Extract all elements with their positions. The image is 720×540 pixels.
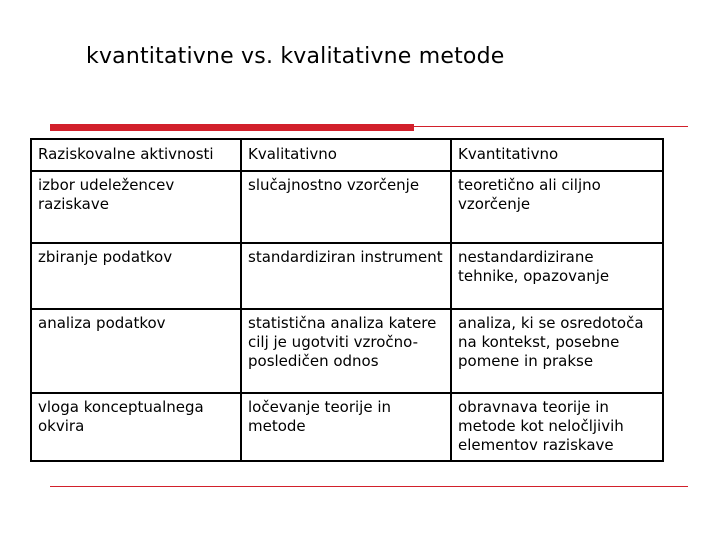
table-row (31, 171, 663, 243)
comparison-table (30, 138, 662, 462)
table-cell: statistična analiza katere cilj je ugotviti vzročno-posledičen odnos (241, 309, 451, 393)
footer-rule (50, 486, 688, 487)
table-cell: vloga konceptualnega okvira (31, 393, 241, 461)
table-row (31, 243, 663, 309)
table-row (31, 393, 663, 461)
table-cell: analiza podatkov (31, 309, 241, 393)
table-row (31, 309, 663, 393)
table-cell: teoretično ali ciljno vzorčenje (451, 171, 663, 243)
table-cell: zbiranje podatkov (31, 243, 241, 309)
header-cell-quantitative: Kvantitativno (451, 139, 663, 171)
table-cell: nestandardizirane tehnike, opazovanje (451, 243, 663, 309)
table-cell: analiza, ki se osredotoča na kontekst, posebne pomene in prakse (451, 309, 663, 393)
table-cell: standardiziran instrument (241, 243, 451, 309)
slide-title: kvantitativne vs. kvalitativne metode (86, 44, 505, 69)
table-cell: izbor udeležencev raziskave (31, 171, 241, 243)
table-cell: obravnava teorije in metode kot neločljivih elementov raziskave (451, 393, 663, 461)
table-header-row (31, 139, 663, 171)
header-cell-activities: Raziskovalne aktivnosti (31, 139, 241, 171)
title-underline-accent (50, 124, 414, 131)
table-cell: slučajnostno vzorčenje (241, 171, 451, 243)
header-cell-qualitative: Kvalitativno (241, 139, 451, 171)
table-cell: ločevanje teorije in metode (241, 393, 451, 461)
